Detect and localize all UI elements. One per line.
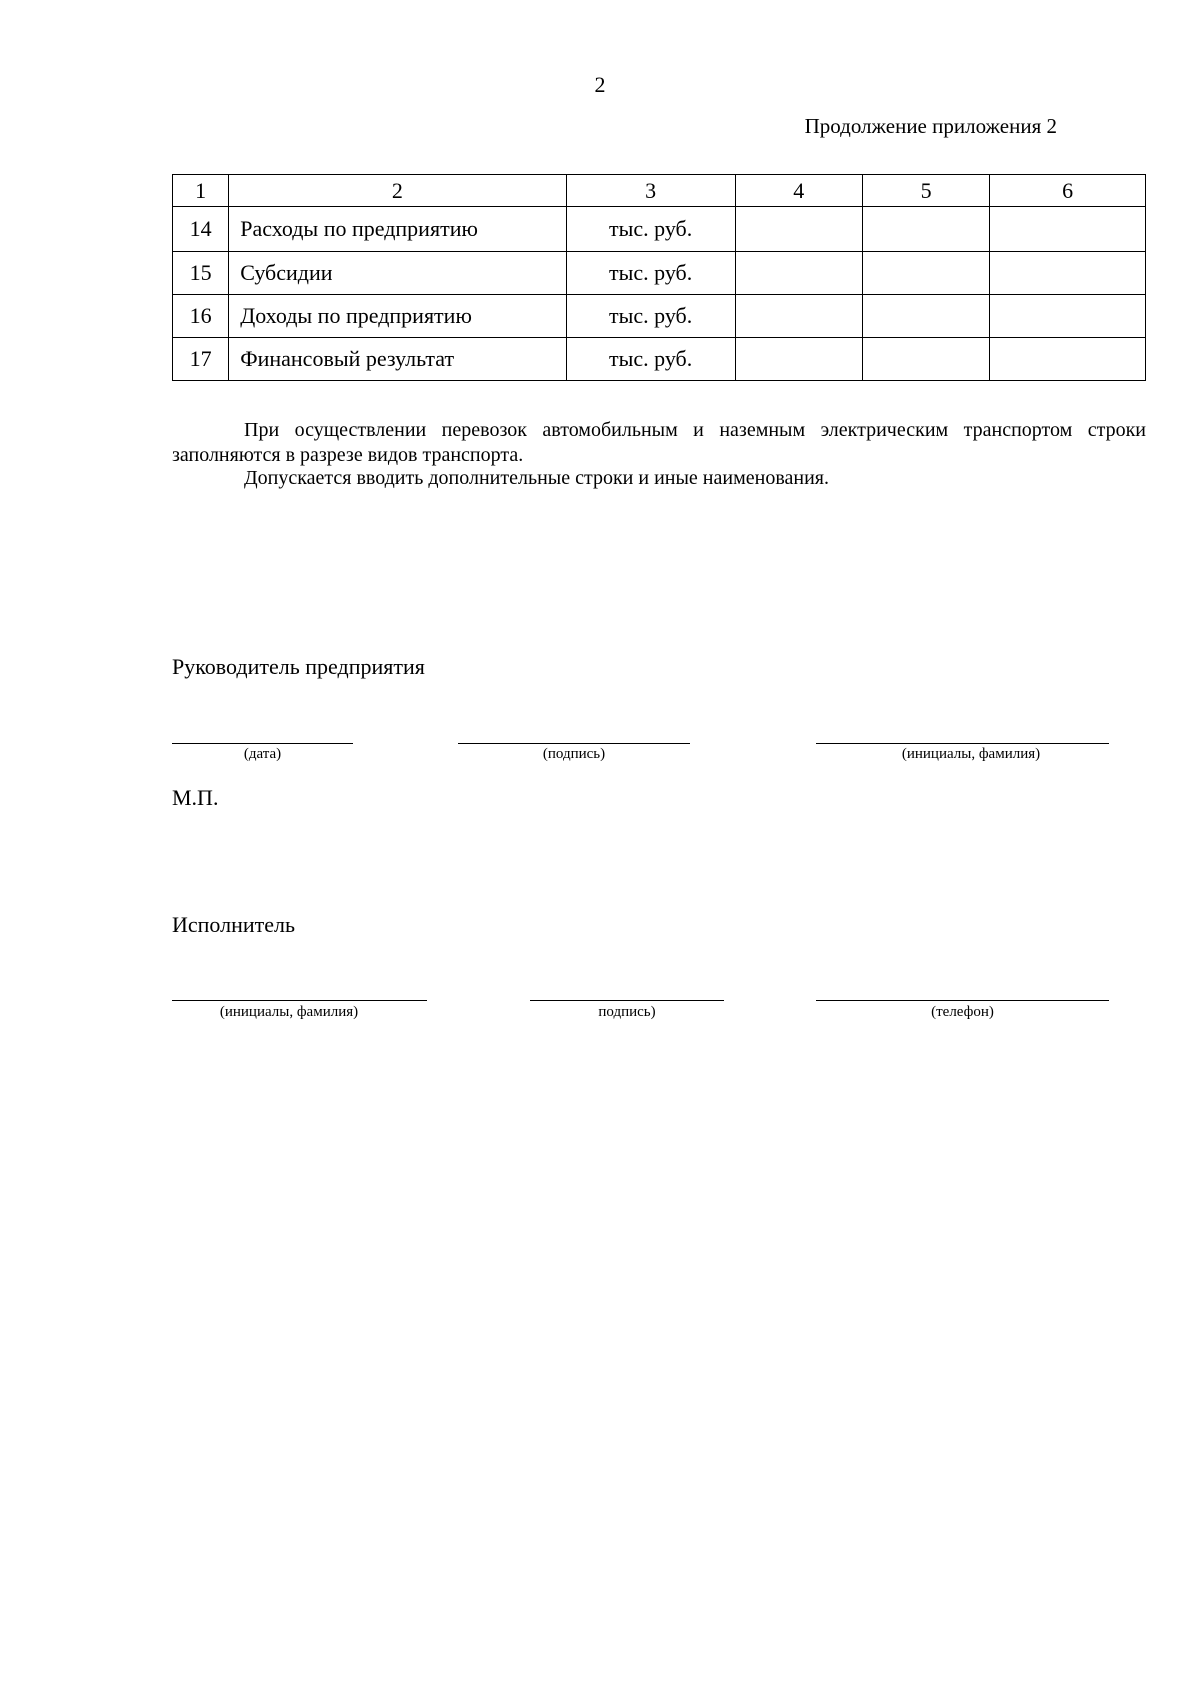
signature-caption: (подпись) [542,746,606,762]
continuation-label: Продолжение приложения 2 [804,114,1057,138]
column-header-2: 2 [229,175,566,207]
executor-signature-line[interactable] [530,1000,724,1001]
table-row [173,207,1146,252]
column-header-4: 4 [735,175,862,207]
data-table [172,174,1146,381]
row-unit: тыс. руб. [566,338,735,381]
stamp-label: М.П. [172,785,219,810]
row-cell-4[interactable] [735,295,862,338]
column-header-3: 3 [566,175,735,207]
note-text-2: Допускается вводить дополнительные строки и иные наименования. [244,467,829,489]
head-section-title: Руководитель предприятия [172,654,425,679]
row-number: 14 [173,207,229,252]
row-name: Доходы по предприятию [229,295,566,338]
date-caption: (дата) [243,746,282,762]
note-paragraph [172,418,1146,468]
executor-section-title: Исполнитель [172,912,296,937]
table-row [173,252,1146,295]
date-signature-line[interactable] [172,743,353,744]
row-cell-4[interactable] [735,207,862,252]
row-cell-6[interactable] [990,295,1146,338]
executor-name-caption: (инициалы, фамилия) [219,1004,359,1020]
table-row [173,338,1146,381]
row-cell-6[interactable] [990,207,1146,252]
row-cell-5[interactable] [862,295,989,338]
row-name: Финансовый результат [229,338,566,381]
row-cell-6[interactable] [990,252,1146,295]
note-text-1: При осуществлении перевозок автомобильным и наземным электрическим транспортом строки заполняются в разрезе видов транспорта. [172,419,1146,466]
row-cell-5[interactable] [862,338,989,381]
row-unit: тыс. руб. [566,207,735,252]
column-header-1: 1 [173,175,229,207]
row-unit: тыс. руб. [566,295,735,338]
executor-name-line[interactable] [172,1000,427,1001]
signature-line[interactable] [458,743,690,744]
executor-signature-caption: подпись) [598,1004,656,1020]
row-number: 16 [173,295,229,338]
row-cell-4[interactable] [735,252,862,295]
row-cell-5[interactable] [862,252,989,295]
row-cell-5[interactable] [862,207,989,252]
table-row [173,295,1146,338]
column-header-5: 5 [862,175,989,207]
executor-phone-caption: (телефон) [931,1004,994,1020]
row-name: Расходы по предприятию [229,207,566,252]
row-number: 15 [173,252,229,295]
row-cell-6[interactable] [990,338,1146,381]
row-number: 17 [173,338,229,381]
page-number: 2 [594,72,606,97]
name-line[interactable] [816,743,1109,744]
row-unit: тыс. руб. [566,252,735,295]
name-caption: (инициалы, фамилия) [901,746,1041,762]
executor-phone-line[interactable] [816,1000,1109,1001]
table-header-row [173,175,1146,207]
row-cell-4[interactable] [735,338,862,381]
column-header-6: 6 [990,175,1146,207]
row-name: Субсидии [229,252,566,295]
